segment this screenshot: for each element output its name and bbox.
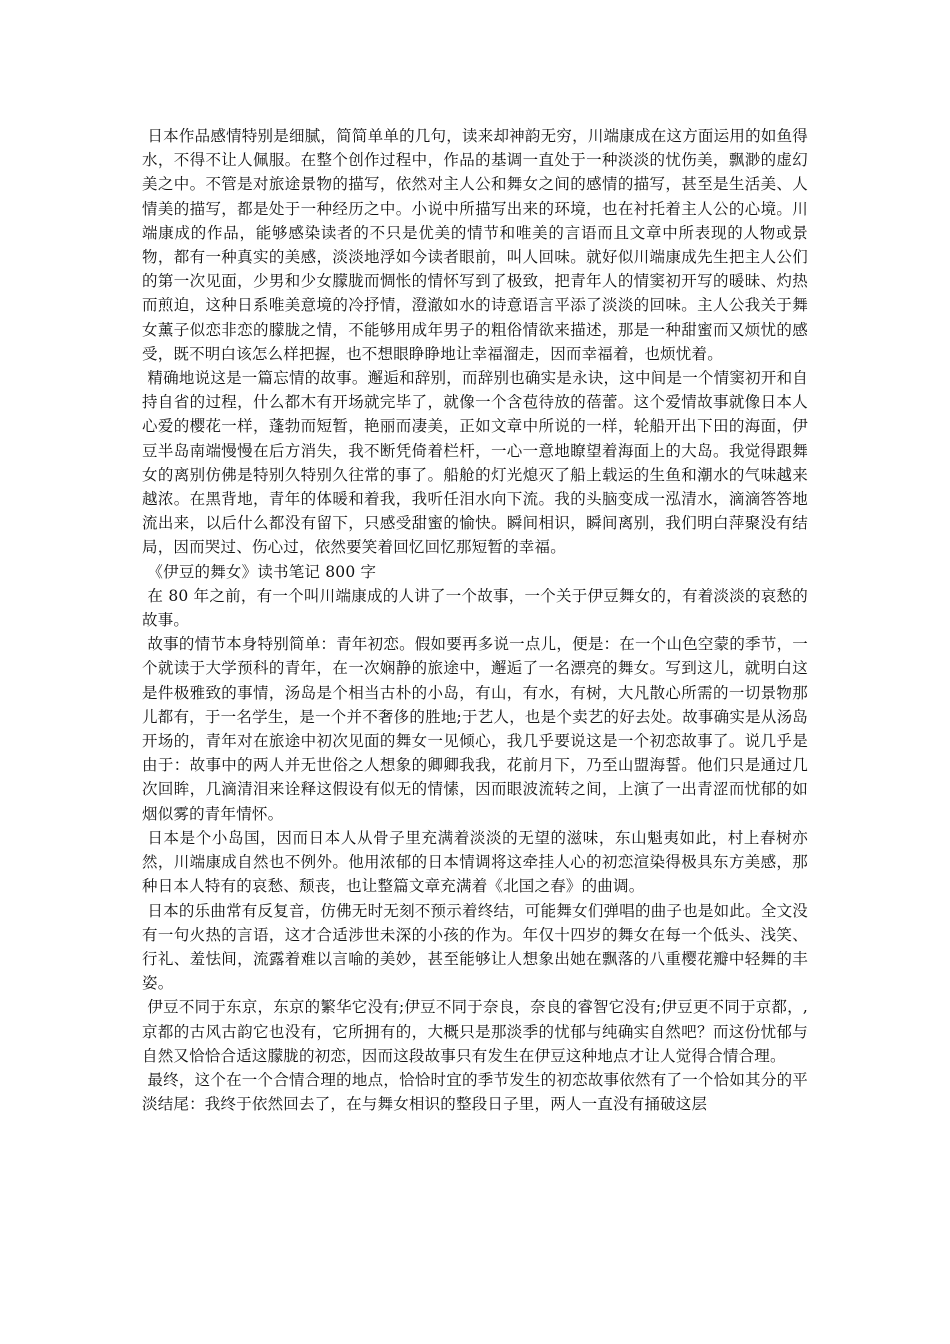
paragraph-4: 故事的情节本身特别简单：青年初恋。假如要再多说一点儿，便是：在一个山色空蒙的季节，一个就读于大学预科的青年，在一次娴静的旅途中，邂逅了一名漂亮的舞女。写到这儿，就明白这是件极雅致的事情，汤岛是个相当古朴的小岛，有山，有水，有树，大凡散心所需的一切景物那儿都有，于一名学生，是一个并不奢侈的胜地;于艺人，也是个卖艺的好去处。故事确实是从汤岛开场的，青年对在旅途中初次见面的舞女一见倾心，我几乎要说这是一个初恋故事了。说几乎是由于：故事中的两人并无世俗之人想象的卿卿我我，花前月下，乃至山盟海誓。他们只是通过几次回眸，几滴清泪来诠释这假设有似无的情愫，因而眼波流转之间，上演了一出青涩而忧郁的如烟似雾的青年情怀。 bbox=[142, 635, 808, 823]
paragraph-6: 日本的乐曲常有反复音，仿佛无时无刻不预示着终结，可能舞女们弹唱的曲子也是如此。全文没有一句火热的言语，这才合适涉世未深的小孩的作为。年仅十四岁的舞女在每一个低头、浅笑、行礼、羞怯间，流露着难以言喻的美妙，甚至能够让人想象出她在飘落的八重樱花瓣中轻舞的丰姿。 bbox=[142, 901, 808, 993]
paragraph-1: 日本作品感情特别是细腻，简简单单的几句，读来却神韵无穷，川端康成在这方面运用的如鱼得水，不得不让人佩服。在整个创作过程中，作品的基调一直处于一种淡淡的忧伤美，飘渺的虚幻美之中。不管是对旅途景物的描写，依然对主人公和舞女之间的感情的描写，甚至是生活美、人情美的描写，都是处于一种经历之中。小说中所描写出来的环境，也在衬托着主人公的心境。川端康成的作品，能够感染读者的不只是优美的情节和唯美的言语而且文章中所表现的人物或景物，都有一种真实的美感，淡淡地浮如今读者眼前，叫人回味。就好似川端康成先生把主人公们的第一次见面，少男和少女朦胧而惆怅的情怀写到了极致，把青年人的情窦初开写的暖昧、灼热而煎迫，这种日系唯美意境的冷抒情，澄澈如水的诗意语言平添了淡淡的回味。主人公我关于舞女薰子似恋非恋的朦胧之情，不能够用成年男子的粗俗情欲来描述，那是一种甜蜜而又烦忧的感受，既不明白该怎么样把握，也不想眼睁睁地让幸福溜走，因而幸福着，也烦忧着。 bbox=[142, 127, 808, 363]
paragraph-3: 在 80 年之前，有一个叫川端康成的人讲了一个故事，一个关于伊豆舞女的，有着淡淡的哀愁的故事。 bbox=[142, 586, 808, 630]
document-body bbox=[142, 124, 808, 1116]
paragraph-8: 最终，这个在一个合情合理的地点，恰恰时宜的季节发生的初恋故事依然有了一个恰如其分的平淡结尾：我终于依然回去了，在与舞女相识的整段日子里，两人一直没有捅破这层 bbox=[142, 1070, 808, 1114]
paragraph-2: 精确地说这是一篇忘情的故事。邂逅和辞别，而辞别也确实是永诀，这中间是一个情窦初开和自持自省的过程，什么都木有开场就完毕了，就像一个含苞待放的蓓蕾。这个爱情故事就像日本人心爱的樱花一样，蓬勃而短暂，艳丽而凄美，正如文章中所说的一样，轮船开出下田的海面，伊豆半岛南端慢慢在后方消失，我不断凭倚着栏杆，一心一意地瞭望着海面上的大岛。我觉得跟舞女的离别仿佛是特别久特别久往常的事了。船舱的灯光熄灭了船上载运的生鱼和潮水的气味越来越浓。在黑背地，青年的体暖和着我，我听任泪水向下流。我的头脑变成一泓清水，滴滴答答地流出来，以后什么都没有留下，只感受甜蜜的愉快。瞬间相识，瞬间离别，我们明白萍聚没有结局，因而哭过、伤心过，依然要笑着回忆回忆那短暂的幸福。 bbox=[142, 369, 808, 557]
paragraph-5: 日本是个小岛国，因而日本人从骨子里充满着淡淡的无望的滋味，东山魁夷如此，村上春树亦然，川端康成自然也不例外。他用浓郁的日本情调将这牵挂人心的初恋渲染得极具东方美感，那种日本人特有的哀愁、颓丧，也让整篇文章充满着《北国之春》的曲调。 bbox=[142, 828, 808, 896]
paragraph-7: 伊豆不同于东京，东京的繁华它没有;伊豆不同于奈良，奈良的睿智它没有;伊豆更不同于京都，,京都的古风古韵它也没有，它所拥有的，大概只是那淡季的忧郁与纯确实自然吧？而这份忧郁与自然又恰恰合适这朦胧的初恋，因而这段故事只有发生在伊豆这种地点才让人觉得合情合理。 bbox=[142, 998, 808, 1065]
section-title: 《伊豆的舞女》读书笔记 800 字 bbox=[147, 562, 377, 581]
